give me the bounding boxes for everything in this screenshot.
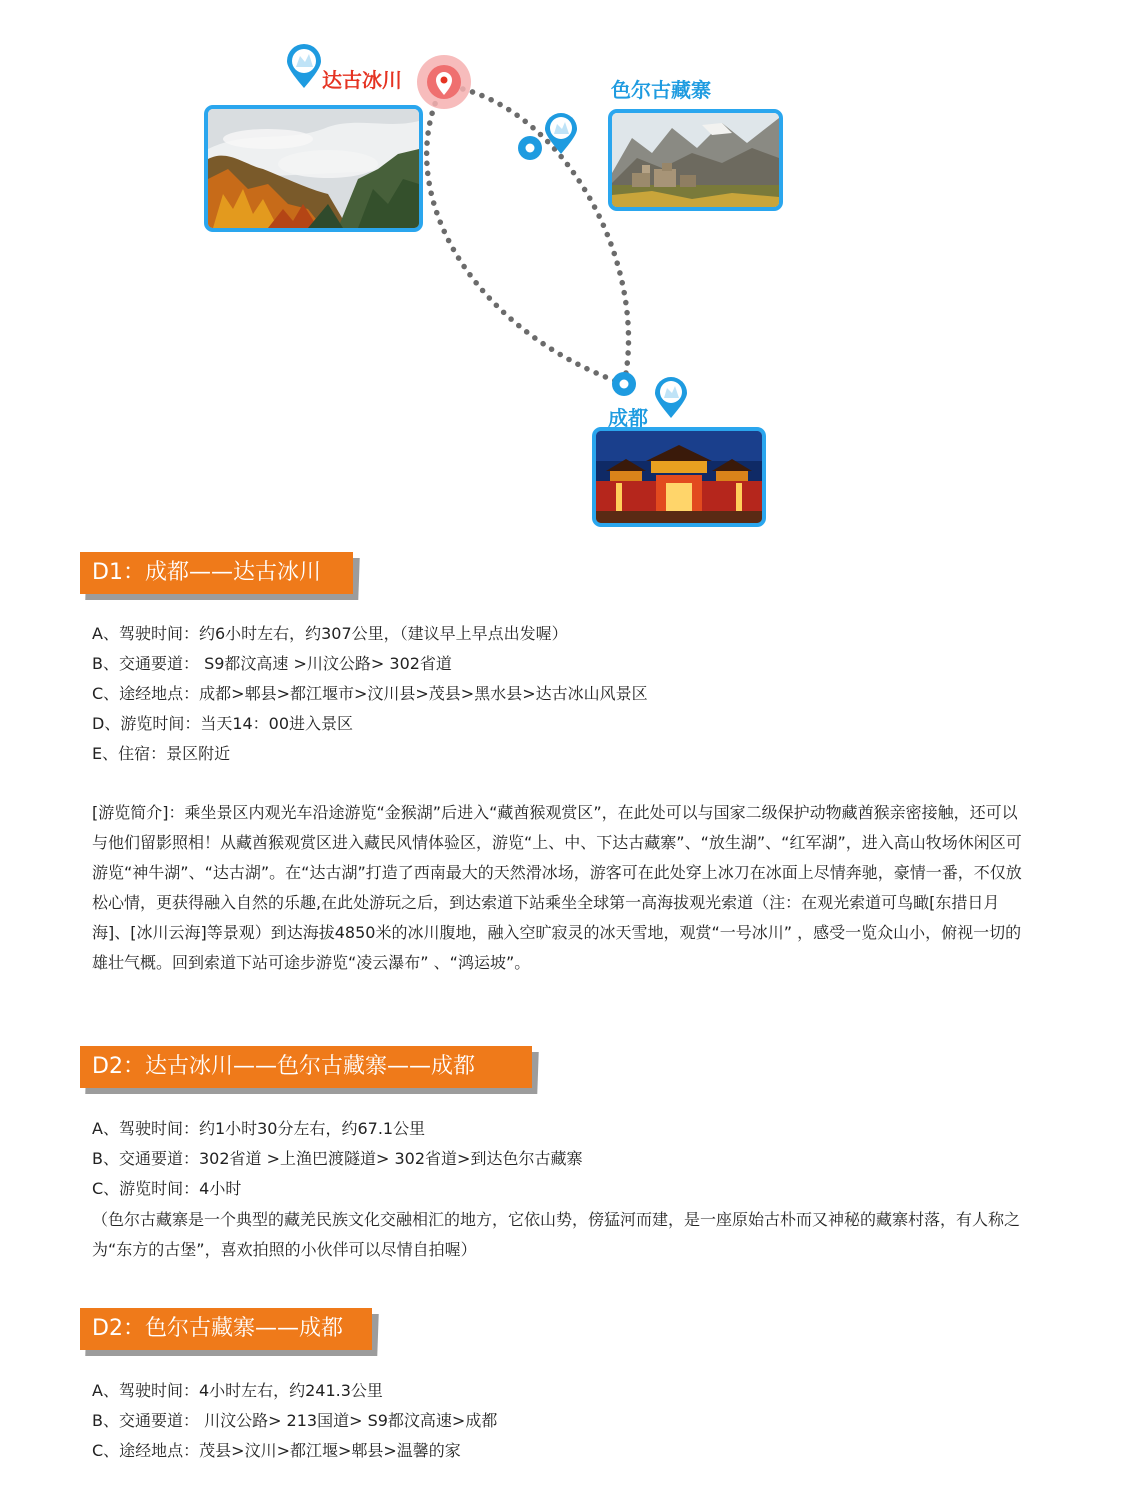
d2-title: D2：达古冰川——色尔古藏寨——成都: [92, 1054, 475, 1079]
d1-visit-time: D、游览时间：当天14：00进入景区: [92, 714, 354, 733]
d3-header: [80, 1308, 372, 1350]
route-map: [0, 0, 1125, 540]
d2-details: [92, 1114, 582, 1204]
d3-title: D2：色尔古藏寨——成都: [92, 1316, 343, 1341]
d2-village-note: （色尔古藏寨是一个典型的藏羌民族文化交融相汇的地方，它依山势，傍猛河而建，是一座原始古朴而又神秘的藏寨村落，有人称之为“东方的古堡”，喜欢拍照的小伙伴可以尽情自拍喔）: [92, 1210, 1021, 1259]
map-pin-icon: [655, 377, 687, 418]
map-label-seer-village: 色尔古藏寨: [611, 78, 711, 102]
map-label-dagu-glacier: 达古冰川: [322, 68, 402, 92]
route-path-west: [427, 85, 624, 384]
location-dot-icon: [518, 136, 542, 160]
d2-main-roads: B、交通要道：302省道 >上渔巴渡隧道> 302省道>到达色尔古藏寨: [92, 1149, 583, 1168]
d3-details: [92, 1376, 497, 1466]
d2-header: [80, 1046, 532, 1088]
d3-main-roads: B、交通要道： 川汶公路> 213国道> S9都汶高速>成都: [92, 1411, 498, 1430]
photo-seer-village: [608, 109, 783, 211]
d2-visit-time: C、游览时间：4小时: [92, 1179, 242, 1198]
d1-waypoints: C、途经地点：成都>郫县>都江堰市>汶川县>茂县>黑水县>达古冰山风景区: [92, 684, 648, 703]
d1-header: [80, 552, 353, 594]
map-pin-icon: [545, 113, 577, 154]
photo-dagu-glacier: [204, 105, 423, 232]
d1-main-roads: B、交通要道： S9都汶高速 >川汶公路> 302省道: [92, 654, 452, 673]
photo-chengdu: [592, 427, 766, 527]
d1-tour-intro: [游览简介]：乘坐景区内观光车沿途游览“金猴湖”后进入“藏酋猴观赏区”，在此处可以与国家二级保护动物藏酋猴亲密接触，还可以与他们留影照相！从藏酋猴观赏区进入藏民风情体验区，游览“上、中、下达古藏寨”、“放生湖”、“红军湖”，进入高山牧场休闲区可游览“神牛湖”、“达古湖”。在“达古湖”打造了西南最大的天然滑冰场，游客可在此处穿上冰刀在冰面上尽情奔驰，豪情一番，不仅放松心情，更获得融入自然的乐趣,在此处游玩之后，到达索道下站乘坐全球第一高海拔观光索道（注：在观光索道可鸟瞰[东措日月海]、[冰川云海]等景观）到达海拔4850米的冰川腹地，融入空旷寂灵的冰天雪地，观赏“一号冰川” ，感受一览众山小，俯视一切的雄壮气概。回到索道下站可途步游览“凌云瀑布” 、“鸿运坡”。: [92, 803, 1022, 972]
d1-title: D1：成都——达古冰川: [92, 560, 321, 585]
d1-lodging: E、住宿：景区附近: [92, 744, 231, 763]
map-pin-icon: [287, 44, 321, 88]
map-label-chengdu: 成都: [608, 406, 648, 430]
location-dot-icon: [612, 372, 636, 396]
d3-waypoints: C、途经地点：茂县>汶川>都江堰>郫县>温馨的家: [92, 1441, 461, 1460]
start-marker-icon: [417, 55, 471, 109]
d1-details: [92, 619, 648, 769]
d1-driving-time: A、驾驶时间：约6小时左右，约307公里，（建议早上早点出发喔）: [92, 624, 568, 643]
d3-driving-time: A、驾驶时间：4小时左右，约241.3公里: [92, 1381, 383, 1400]
d2-driving-time: A、驾驶时间：约1小时30分左右，约67.1公里: [92, 1119, 426, 1138]
